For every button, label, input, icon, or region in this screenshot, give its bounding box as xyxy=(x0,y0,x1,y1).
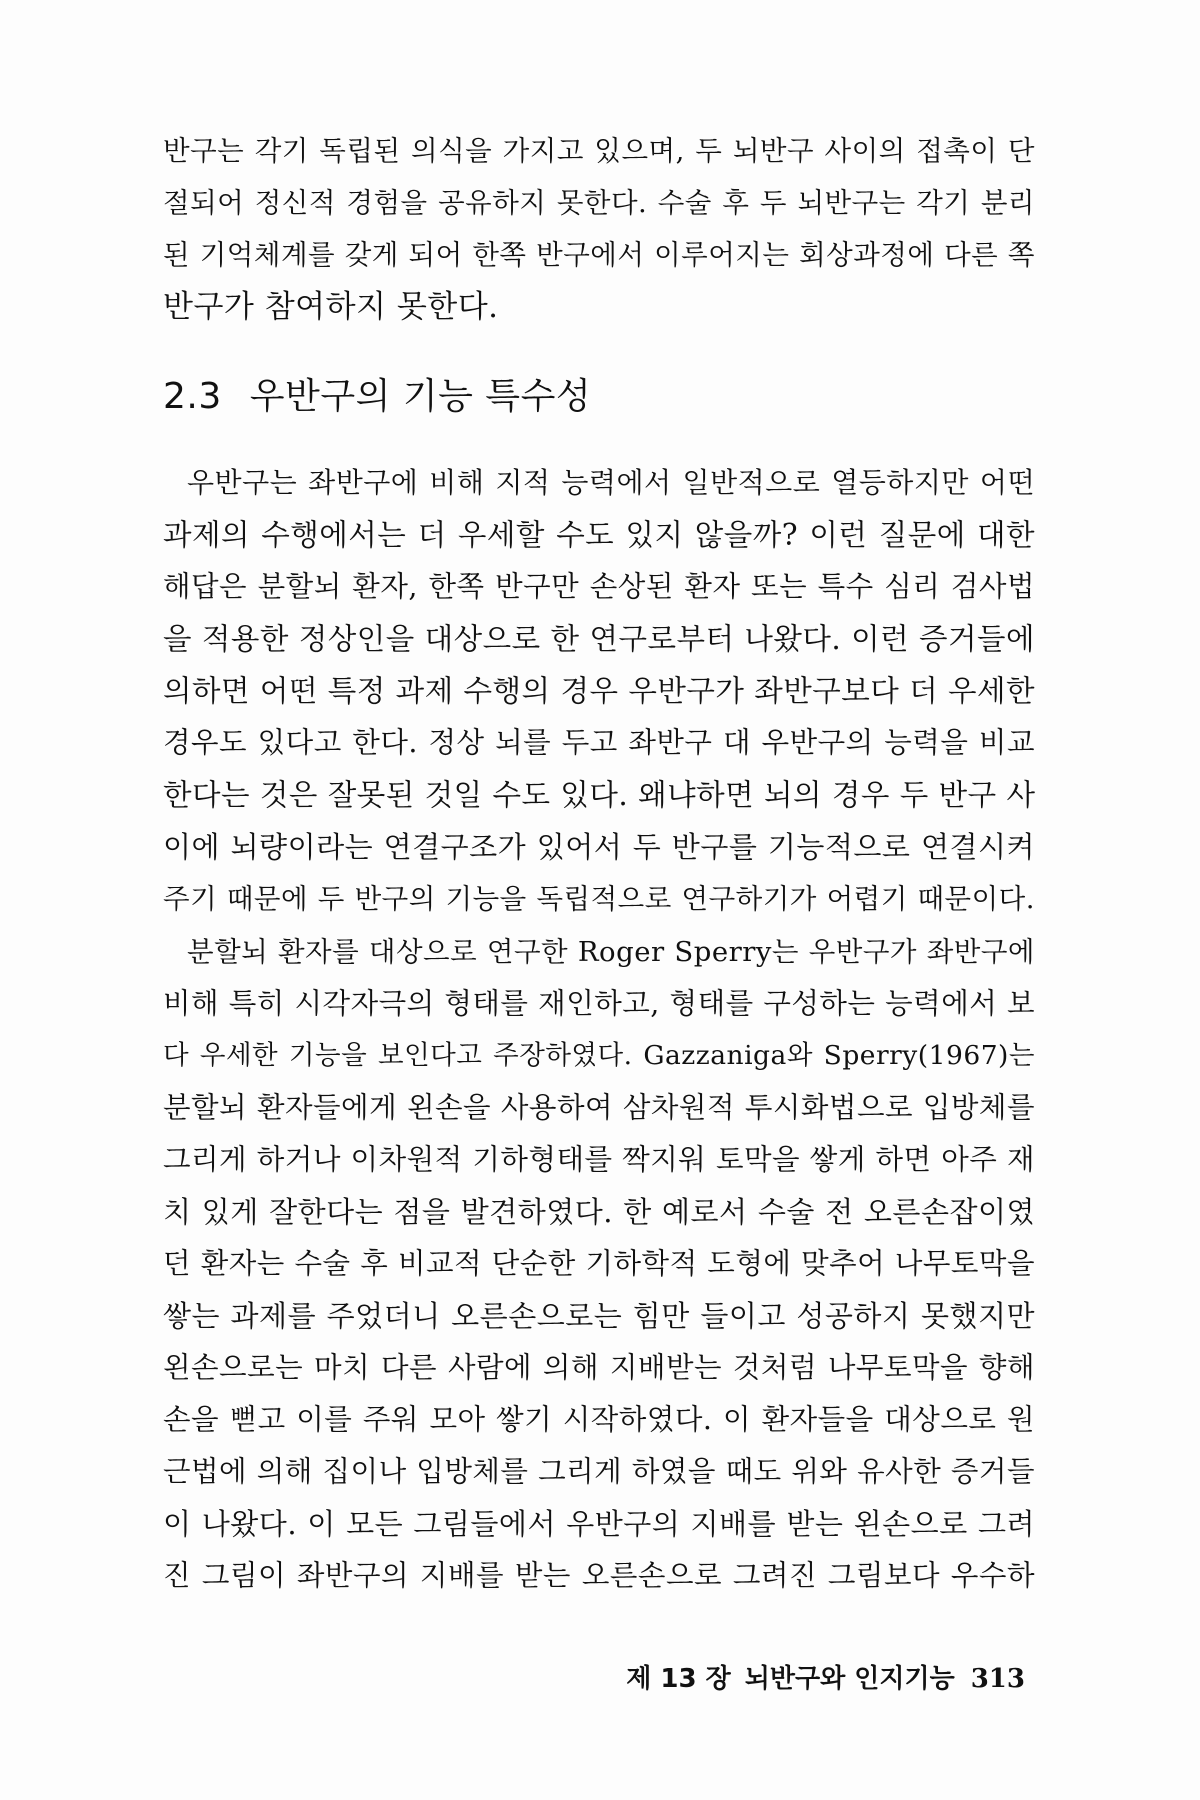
chapter-label: 제 13 장 xyxy=(626,1664,731,1694)
text-line: 된 기억체계를 갖게 되어 한쪽 반구에서 이루어지는 회상과정에 다른 쪽 xyxy=(163,239,1035,271)
text-line: 분할뇌 환자를 대상으로 연구한 Roger Sperry는 우반구가 좌반구에 xyxy=(187,936,1035,968)
text-line: 왼손으로는 마치 다른 사람에 의해 지배받는 것처럼 나무토막을 향해 xyxy=(163,1351,1035,1384)
text-line: 절되어 정신적 경험을 공유하지 못한다. 수술 후 두 뇌반구는 각기 분리 xyxy=(163,187,1035,219)
text-line: 손을 뻗고 이를 주워 모아 쌓기 시작하였다. 이 환자들을 대상으로 원 xyxy=(163,1403,1035,1436)
paragraph-intro xyxy=(163,125,1035,333)
text-line: 분할뇌 환자들에게 왼손을 사용하여 삼차원적 투시화법으로 입방체를 xyxy=(163,1091,1035,1124)
text-line: 반구가 참여하지 못한다. xyxy=(163,289,499,325)
text-line: 그리게 하거나 이차원적 기하형태를 짝지워 토막을 쌓게 하면 아주 재 xyxy=(163,1143,1035,1176)
section-heading xyxy=(163,368,591,419)
text-line: 우반구는 좌반구에 비해 지적 능력에서 일반적으로 열등하지만 어떤 xyxy=(187,466,1035,499)
text-line: 쌓는 과제를 주었더니 오른손으로는 힘만 들이고 성공하지 못했지만 xyxy=(163,1299,1035,1333)
chapter-title: 뇌반구와 인지기능 xyxy=(744,1664,955,1694)
text-line: 이에 뇌량이라는 연결구조가 있어서 두 반구를 기능적으로 연결시켜 xyxy=(163,830,1035,864)
paragraph-sperry xyxy=(163,926,1035,1602)
text-line: 주기 때문에 두 반구의 기능을 독립적으로 연구하기가 어렵기 때문이다. xyxy=(163,883,1035,915)
section-title: 우반구의 기능 특수성 xyxy=(249,376,592,417)
text-line: 근법에 의해 집이나 입방체를 그리게 하였을 때도 위와 유사한 증거들 xyxy=(163,1455,1035,1488)
text-line: 해답은 분할뇌 환자, 한쪽 반구만 손상된 환자 또는 특수 심리 검사법 xyxy=(163,570,1035,603)
text-line: 진 그림이 좌반구의 지배를 받는 오른손으로 그려진 그림보다 우수하 xyxy=(163,1559,1035,1592)
text-line: 이 나왔다. 이 모든 그림들에서 우반구의 지배를 받는 왼손으로 그려 xyxy=(163,1507,1035,1541)
text-line: 치 있게 잘한다는 점을 발견하였다. 한 예로서 수술 전 오른손잡이였 xyxy=(163,1195,1035,1229)
text-line: 경우도 있다고 한다. 정상 뇌를 두고 좌반구 대 우반구의 능력을 비교 xyxy=(163,726,1035,759)
paragraph-right-hemisphere xyxy=(163,457,1035,925)
text-line: 비해 특히 시각자극의 형태를 재인하고, 형태를 구성하는 능력에서 보 xyxy=(163,987,1035,1020)
text-line: 던 환자는 수술 후 비교적 단순한 기하학적 도형에 맞추어 나무토막을 xyxy=(163,1247,1035,1280)
text-line: 반구는 각기 독립된 의식을 가지고 있으며, 두 뇌반구 사이의 접촉이 단 xyxy=(163,135,1035,167)
text-line: 의하면 어떤 특정 과제 수행의 경우 우반구가 좌반구보다 더 우세한 xyxy=(163,674,1035,708)
text-line: 한다는 것은 잘못된 것일 수도 있다. 왜냐하면 뇌의 경우 두 반구 사 xyxy=(163,778,1036,812)
text-line: 과제의 수행에서는 더 우세할 수도 있지 않을까? 이런 질문에 대한 xyxy=(163,518,1035,552)
text-line: 다 우세한 기능을 보인다고 주장하였다. Gazzaniga와 Sperry(1967)는 xyxy=(163,1040,1035,1071)
text-line: 을 적용한 정상인을 대상으로 한 연구로부터 나왔다. 이런 증거들에 xyxy=(163,622,1035,656)
page-footer xyxy=(626,1658,1025,1695)
page-number: 313 xyxy=(970,1664,1025,1694)
section-number: 2.3 xyxy=(163,376,222,417)
